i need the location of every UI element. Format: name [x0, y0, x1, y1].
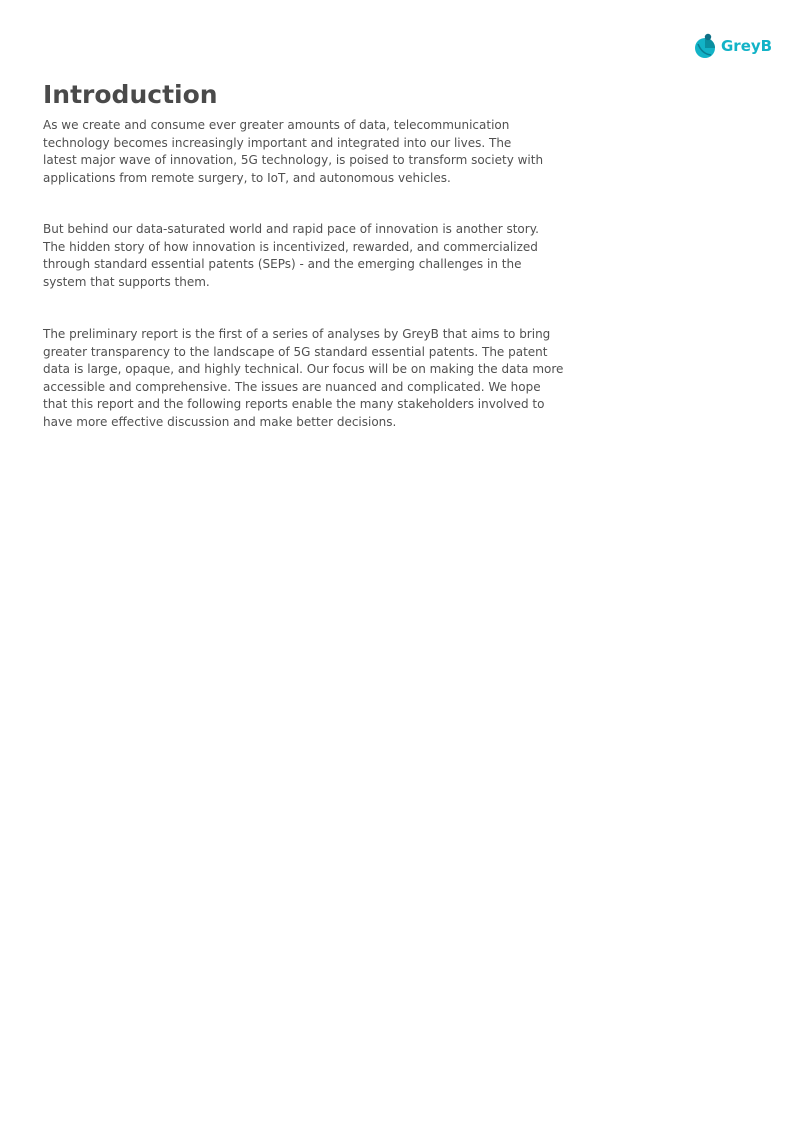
paragraph [43, 117, 543, 187]
paragraph-line: system that supports them. [43, 274, 210, 289]
paragraph-line: The preliminary report is the first of a series of analyses by GreyB that aims to bring [43, 327, 551, 341]
paragraph-line: As we create and consume ever greater amounts of data, telecommunication [43, 118, 510, 132]
paragraph-line: through standard essential patents (SEPs) - and the emerging challenges in the [43, 257, 522, 271]
paragraph-line: greater transparency to the landscape of 5G standard essential patents. The patent [43, 344, 548, 359]
paragraph-line: latest major wave of innovation, 5G technology, is poised to transform society with [43, 153, 544, 167]
paragraph-line: applications from remote surgery, to IoT, and autonomous vehicles. [43, 170, 451, 185]
paragraph [43, 326, 564, 431]
paragraph-line: that this report and the following reports enable the many stakeholders involved to [43, 397, 545, 411]
page-title: Introduction [43, 80, 218, 109]
paragraph-line: technology becomes increasingly important and integrated into our lives. The [43, 135, 512, 150]
paragraph [43, 221, 543, 291]
greyb-logo-icon [694, 32, 718, 60]
paragraph-line: have more effective discussion and make better decisions. [43, 414, 397, 429]
paragraph-line: But behind our data-saturated world and rapid pace of innovation is another story. [43, 222, 539, 236]
paragraph-line: accessible and comprehensive. The issues are nuanced and complicated. We hope [43, 379, 541, 394]
brand-logo [694, 31, 772, 61]
paragraph-line: data is large, opaque, and highly technical. Our focus will be on making the data more [43, 362, 564, 376]
paragraph-line: The hidden story of how innovation is incentivized, rewarded, and commercialized [43, 239, 538, 254]
brand-name: GreyB [721, 37, 773, 55]
